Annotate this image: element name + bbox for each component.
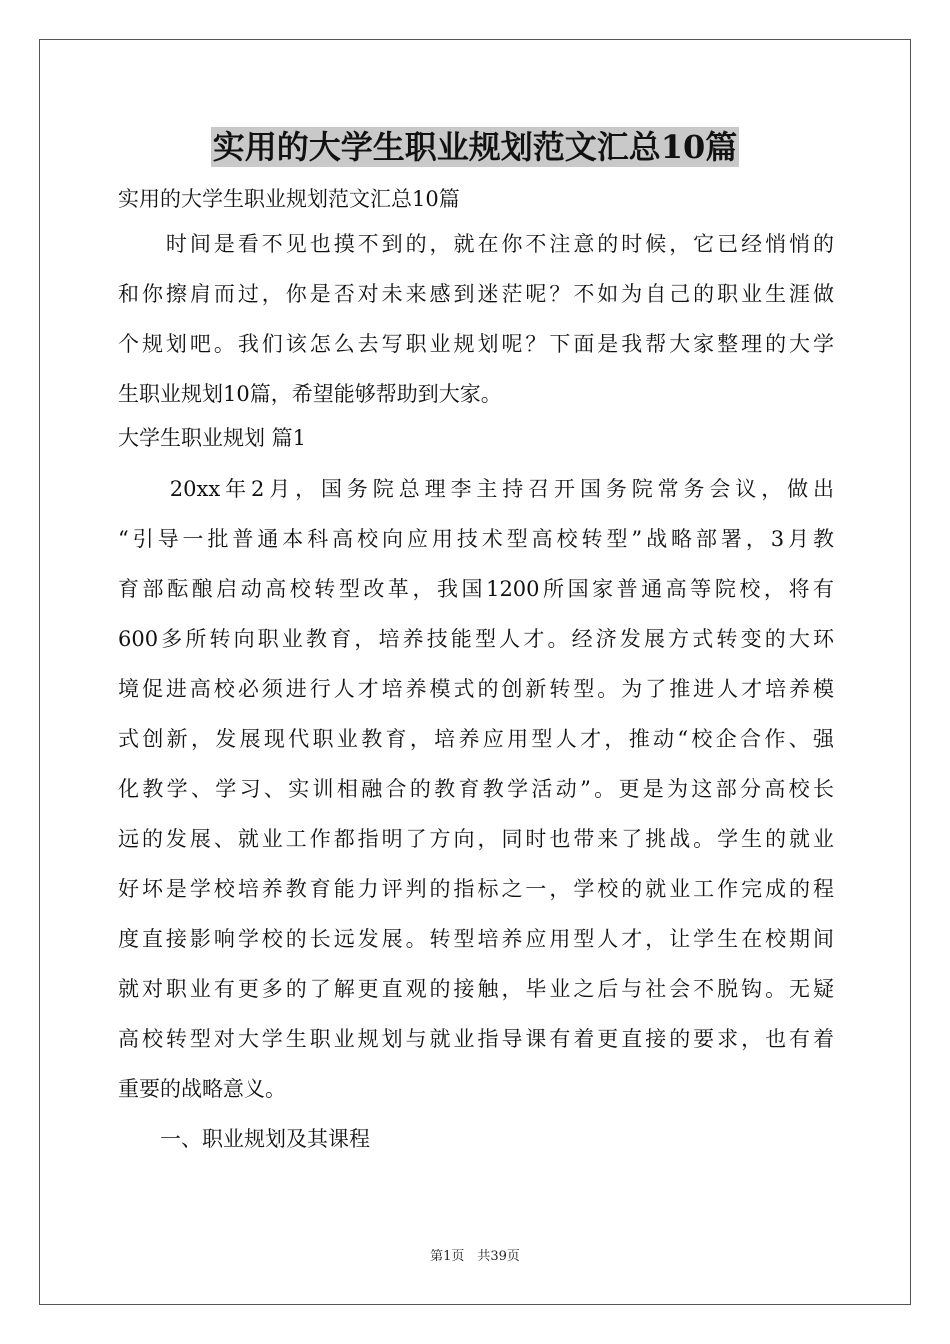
document-subtitle: 实用的大学生职业规划范文汇总10篇 xyxy=(118,187,460,211)
body-line: 600多所转向职业教育，培养技能型人才。经济发展方式转变的大环 xyxy=(118,627,834,651)
intro-line: 生职业规划10篇，希望能够帮助到大家。 xyxy=(118,382,502,406)
body-line: 度直接影响学校的长远发展。转型培养应用型人才，让学生在校期间 xyxy=(118,927,834,951)
intro-line: 和你擦肩而过，你是否对未来感到迷茫呢？不如为自己的职业生涯做 xyxy=(118,282,834,306)
body-line: 境促进高校必须进行人才培养模式的创新转型。为了推进人才培养模 xyxy=(118,677,834,701)
body-line: 育部酝酿启动高校转型改革，我国1200所国家普通高等院校，将有 xyxy=(118,577,834,601)
body-line: 高校转型对大学生职业规划与就业指导课有着更直接的要求，也有着 xyxy=(118,1027,834,1051)
body-line: 好坏是学校培养教育能力评判的指标之一，学校的就业工作完成的程 xyxy=(118,877,834,901)
section-heading: 大学生职业规划 篇1 xyxy=(118,426,307,450)
body-line: 化教学、学习、实训相融合的教育教学活动”。更是为这部分高校长 xyxy=(118,777,834,801)
intro-line: 个规划吧。我们该怎么去写职业规划呢？下面是我帮大家整理的大学 xyxy=(118,332,834,356)
body-line: 重要的战略意义。 xyxy=(118,1077,286,1101)
body-line: 就对职业有更多的了解更直观的接触，毕业之后与社会不脱钩。无疑 xyxy=(118,977,834,1001)
document-body xyxy=(118,180,834,1164)
intro-paragraph xyxy=(118,219,834,419)
body-line: “引导一批普通本科高校向应用技术型高校转型”战略部署，3月教 xyxy=(118,527,834,551)
body-line: 式创新，发展现代职业教育，培养应用型人才，推动“校企合作、强 xyxy=(118,727,834,751)
body-line: 20xx年2月，国务院总理李主持召开国务院常务会议，做出 xyxy=(118,477,834,501)
document-title: 实用的大学生职业规划范文汇总10篇 xyxy=(212,128,738,166)
page-number-footer: 第1页 共39页 xyxy=(430,1249,520,1264)
body-paragraph xyxy=(118,464,834,1114)
subheading: 一、职业规划及其课程 xyxy=(118,1127,370,1151)
body-line: 远的发展、就业工作都指明了方向，同时也带来了挑战。学生的就业 xyxy=(118,827,834,851)
intro-line: 时间是看不见也摸不到的，就在你不注意的时候，它已经悄悄的 xyxy=(118,232,834,256)
title-container xyxy=(0,127,950,167)
